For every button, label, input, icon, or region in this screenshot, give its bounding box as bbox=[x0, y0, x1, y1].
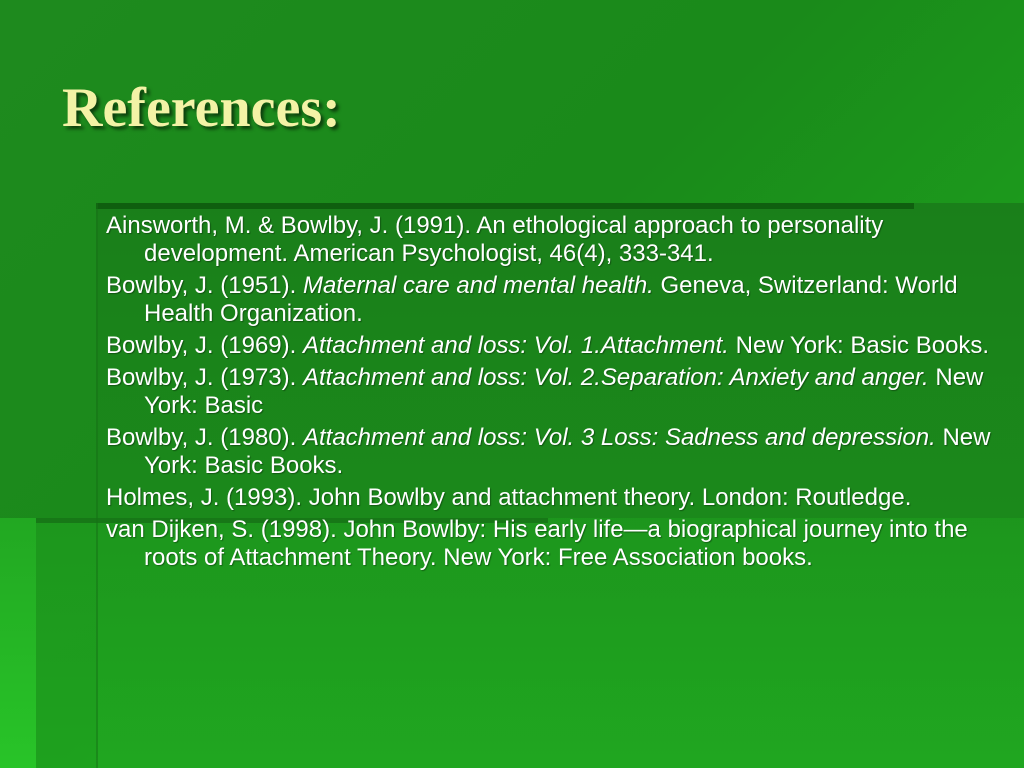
reference-italic-title: Attachment and loss: Vol. 3 Loss: Sadness and depression. bbox=[302, 424, 936, 451]
reference-text: Bowlby, J. (1973). bbox=[106, 364, 303, 391]
reference-item bbox=[106, 212, 1006, 268]
reference-list bbox=[106, 212, 1006, 576]
reference-text-end: New York: Basic bbox=[144, 364, 984, 419]
reference-italic-title: Attachment and loss: Vol. 2.Separation: Anxiety and anger. bbox=[302, 364, 929, 391]
panel-left-edge bbox=[96, 203, 98, 768]
reference-item bbox=[106, 364, 1006, 420]
reference-italic-title: Maternal care and mental health. bbox=[302, 272, 654, 299]
reference-text-end: Geneva, Switzerland: World Health Organization. bbox=[144, 272, 958, 327]
reference-text: van Dijken, S. (1998). John Bowlby: His early life—a biographical journey into the roots of Attachment Theory. New York: Free Association books. bbox=[106, 516, 968, 571]
reference-item bbox=[106, 272, 1006, 328]
reference-item bbox=[106, 332, 1006, 360]
reference-text: Bowlby, J. (1951). bbox=[106, 272, 303, 299]
slide-title: References: bbox=[62, 77, 341, 139]
reference-item bbox=[106, 484, 1006, 512]
reference-text: Ainsworth, M. & Bowlby, J. (1991). An ethological approach to personality development. American Psychologist, 46(4), 333-341. bbox=[106, 212, 884, 267]
reference-item bbox=[106, 424, 1006, 480]
reference-text-end: New York: Basic Books. bbox=[144, 424, 991, 479]
reference-text: Bowlby, J. (1969). bbox=[106, 332, 303, 359]
background-left-strip bbox=[0, 518, 36, 768]
reference-text-end: New York: Basic Books. bbox=[728, 332, 990, 359]
reference-text: Bowlby, J. (1980). bbox=[106, 424, 303, 451]
reference-italic-title: Attachment and loss: Vol. 1.Attachment. bbox=[302, 332, 729, 359]
panel-top-bar bbox=[96, 203, 914, 209]
reference-text: Holmes, J. (1993). John Bowlby and attachment theory. London: Routledge. bbox=[106, 484, 912, 511]
reference-item bbox=[106, 516, 1006, 572]
